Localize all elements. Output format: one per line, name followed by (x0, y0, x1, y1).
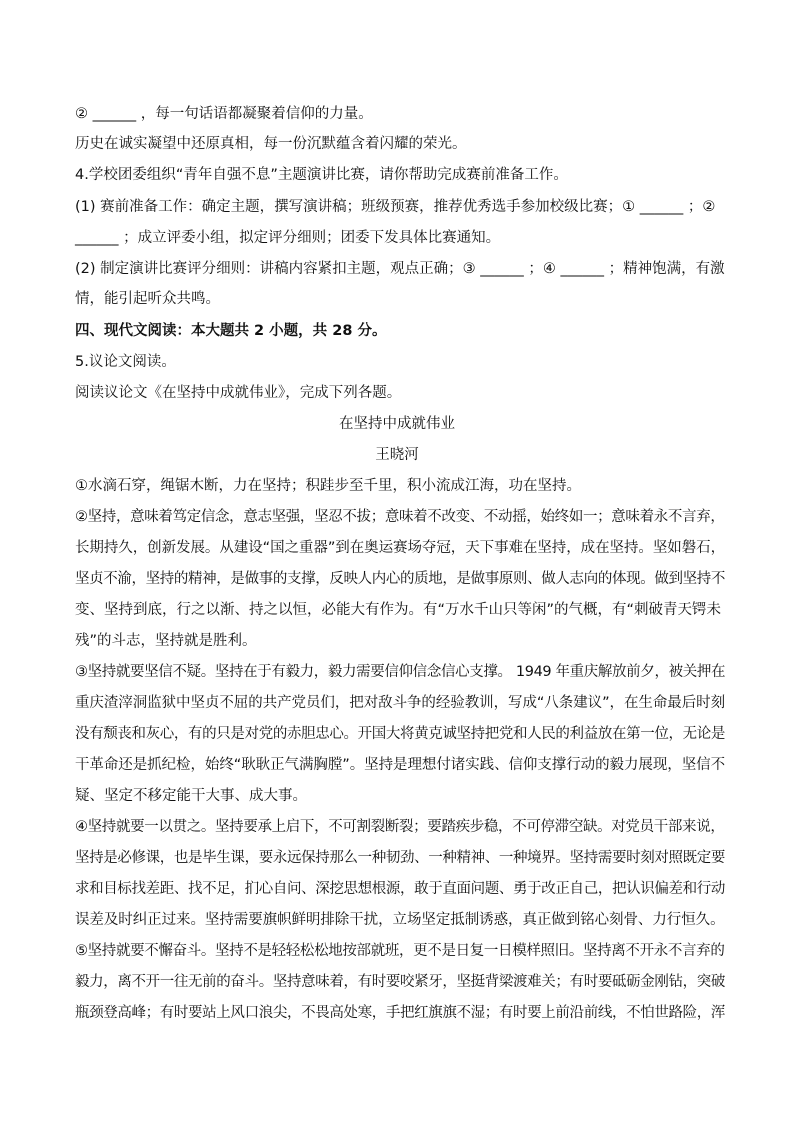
paragraph-line: ①水滴石穿，绳锯木断，力在坚持；积跬步至千里，积小流成江海，功在坚持。 (75, 478, 581, 494)
paragraph-line: 误差及时纠正过来。坚持需要旗帜鲜明排除干扰，立场坚定抵制诱惑，真正做到铭心刻骨、力行恒久。 (75, 912, 725, 928)
paragraph-line: 瓶颈登高峰；有时要站上风口浪尖，不畏高处寒，手把红旗旗不湿；有时要上前沿前线，不怕世路险，浑 (75, 1005, 725, 1021)
paragraph-line: 疑、坚定不移定能干大事、成大事。 (75, 788, 307, 804)
paragraph-line: 坚持是必修课，也是毕生课，要永远保持那么一种韧劲、一种精神、一种境界。坚持需要时刻对照既定要 (75, 850, 725, 866)
paragraph-line: 坚贞不渝，坚持的精神，是做事的支撑，反映人内心的质地，是做事原则、做人志向的体现。做到坚持不 (75, 571, 725, 587)
paragraph-line: 干革命还是抓纪检，始终“耿耿正气满胸膛”。坚持是理想付诸实践、信仰支撑行动的毅力展现，坚信不 (75, 757, 726, 773)
text-line: 历史在诚实凝望中还原真相，每一份沉默蕴含着闪耀的荣光。 (75, 136, 467, 152)
paragraph-line: 重庆渣滓洞监狱中坚贞不屈的共产党员们，把对敌斗争的经验教训，写成“八条建议”，在生命最后时刻 (75, 695, 726, 711)
question-4-stem: 4.学校团委组织“青年自强不息”主题演讲比赛，请你帮助完成赛前准备工作。 (75, 167, 568, 183)
paragraph-line: ③坚持就要坚信不疑。坚持在于有毅力，毅力需要信仰信念信心支撑。 1949 年重庆解放前夕，被关押在 (75, 664, 726, 680)
section-heading: 四、现代文阅读：本大题共 2 小题，共 28 分。 (75, 323, 387, 339)
paragraph-line: ⑤坚持就要不懈奋斗。坚持不是轻轻松松地按部就班，更不是日复一日模样照旧。坚持离不开永不言弃的 (75, 943, 725, 959)
paragraph-line: 变、坚持到底，行之以渐、持之以恒，必能大有作为。有“万水千山只等闲”的气概，有“刺破青天锷未 (75, 602, 722, 618)
paragraph-line: 求和目标找差距、找不足，扪心自问、深挖思想根源，敢于直面问题、勇于改正自己，把认识偏差和行动 (75, 881, 725, 897)
article-author: 王晓河 (375, 447, 419, 463)
paragraph-line: 没有颓丧和灰心，有的只是对党的赤胆忠心。开国大将黄克诚坚持把党和人民的利益放在第一位，无论是 (75, 726, 725, 742)
question-5-stem: 5.议论文阅读。 (75, 354, 176, 370)
text-line: ② ______ ，每一句话语都凝聚着信仰的力量。 (75, 106, 373, 122)
text-line: 阅读议论文《在坚持中成就伟业》，完成下列各题。 (75, 385, 402, 401)
text-line: (1) 赛前准备工作：确定主题，撰写演讲稿；班级预赛，推荐优秀选手参加校级比赛；① ______ ；② (75, 199, 716, 215)
text-line: 情，能引起听众共鸣。 (75, 291, 220, 307)
paragraph-line: ②坚持，意味着笃定信念，意志坚强，坚忍不拔；意味着不改变、不动摇，始终如一；意味着永不言弃， (75, 509, 725, 525)
paragraph-line: 长期持久，创新发展。从建设“国之重器”到在奥运赛场夺冠，天下事难在坚持，成在坚持。坚如磐石， (75, 540, 726, 556)
text-line: (2) 制定演讲比赛评分细则：讲稿内容紧扣主题，观点正确；③ ______ ；④ ______ ；精神饱满，有激 (75, 261, 725, 277)
text-line: ______ ；成立评委小组，拟定评分细则；团委下发具体比赛通知。 (75, 230, 501, 246)
article-title: 在坚持中成就伟业 (339, 416, 455, 432)
paragraph-line: 毅力，离不开一往无前的奋斗。坚持意味着，有时要咬紧牙，坚挺背梁渡难关；有时要砥砺金刚钻，突破 (75, 974, 725, 990)
paragraph-line: ④坚持就要一以贯之。坚持要承上启下，不可割裂断裂；要踏疾步稳，不可停滞空缺。对党员干部来说， (75, 819, 725, 835)
paragraph-line: 残”的斗志，坚持就是胜利。 (75, 633, 257, 649)
